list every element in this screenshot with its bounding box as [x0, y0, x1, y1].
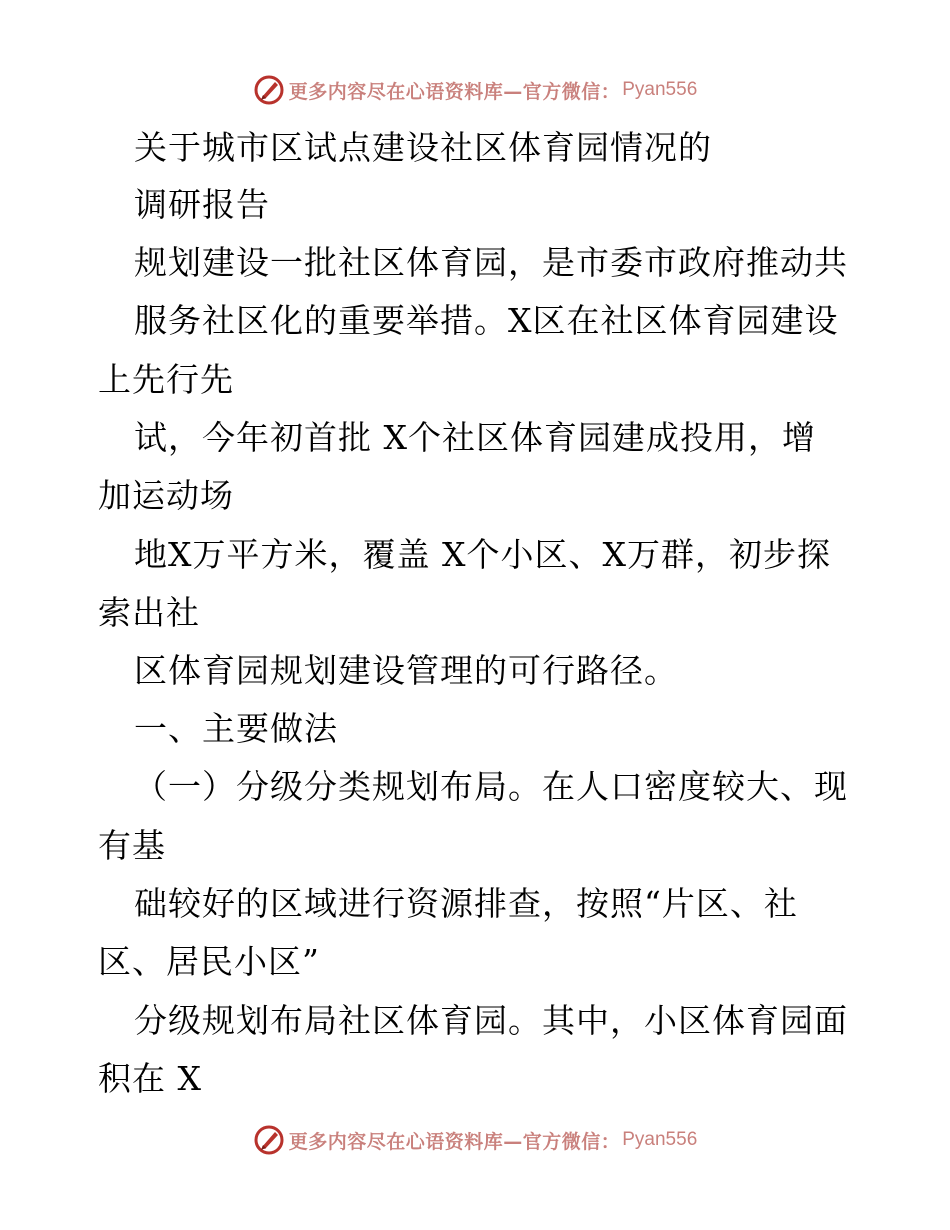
- paragraph-line: 上先行先: [98, 360, 234, 399]
- watermark-wechat-id: Pyan556: [622, 79, 698, 100]
- paragraph-line: （一）分级分类规划布局。在人口密度较大、现: [134, 767, 848, 806]
- pen-logo-icon: [253, 1124, 285, 1156]
- paragraph-line: 有基: [98, 826, 166, 865]
- paragraph-line: 服务社区化的重要举措。X区在社区体育园建设: [134, 301, 839, 340]
- paragraph-line: 地X万平方米，覆盖 X个小区、X万群，初步探: [134, 535, 831, 574]
- paragraph-line: 积在 X: [98, 1059, 202, 1098]
- paragraph-line: 础较好的区域进行资源排查，按照“片区、社: [134, 884, 798, 923]
- watermark-text: 更多内容尽在心语资料库—官方微信：: [288, 1130, 621, 1153]
- document-title-line-1: 关于城市区试点建设社区体育园情况的: [134, 128, 712, 167]
- paragraph-line: 加运动场: [98, 476, 234, 515]
- section-heading: 一、主要做法: [134, 709, 338, 748]
- pen-logo-icon: [253, 74, 285, 106]
- paragraph-line: 试，今年初首批 X个社区体育园建成投用，增: [134, 418, 816, 457]
- document-title-line-2: 调研报告: [134, 185, 270, 224]
- paragraph-line: 区体育园规划建设管理的可行路径。: [134, 651, 678, 690]
- paragraph-line: 索出社: [98, 593, 200, 632]
- watermark-wechat-id: Pyan556: [622, 1129, 698, 1150]
- watermark-banner-top: [0, 70, 950, 110]
- paragraph-line: 分级规划布局社区体育园。其中，小区体育园面: [134, 1001, 848, 1040]
- paragraph-line: 区、居民小区”: [98, 942, 320, 981]
- paragraph-line: 规划建设一批社区体育园，是市委市政府推动共: [134, 243, 848, 282]
- watermark-banner-bottom: [0, 1120, 950, 1160]
- watermark-text: 更多内容尽在心语资料库—官方微信：: [288, 80, 621, 103]
